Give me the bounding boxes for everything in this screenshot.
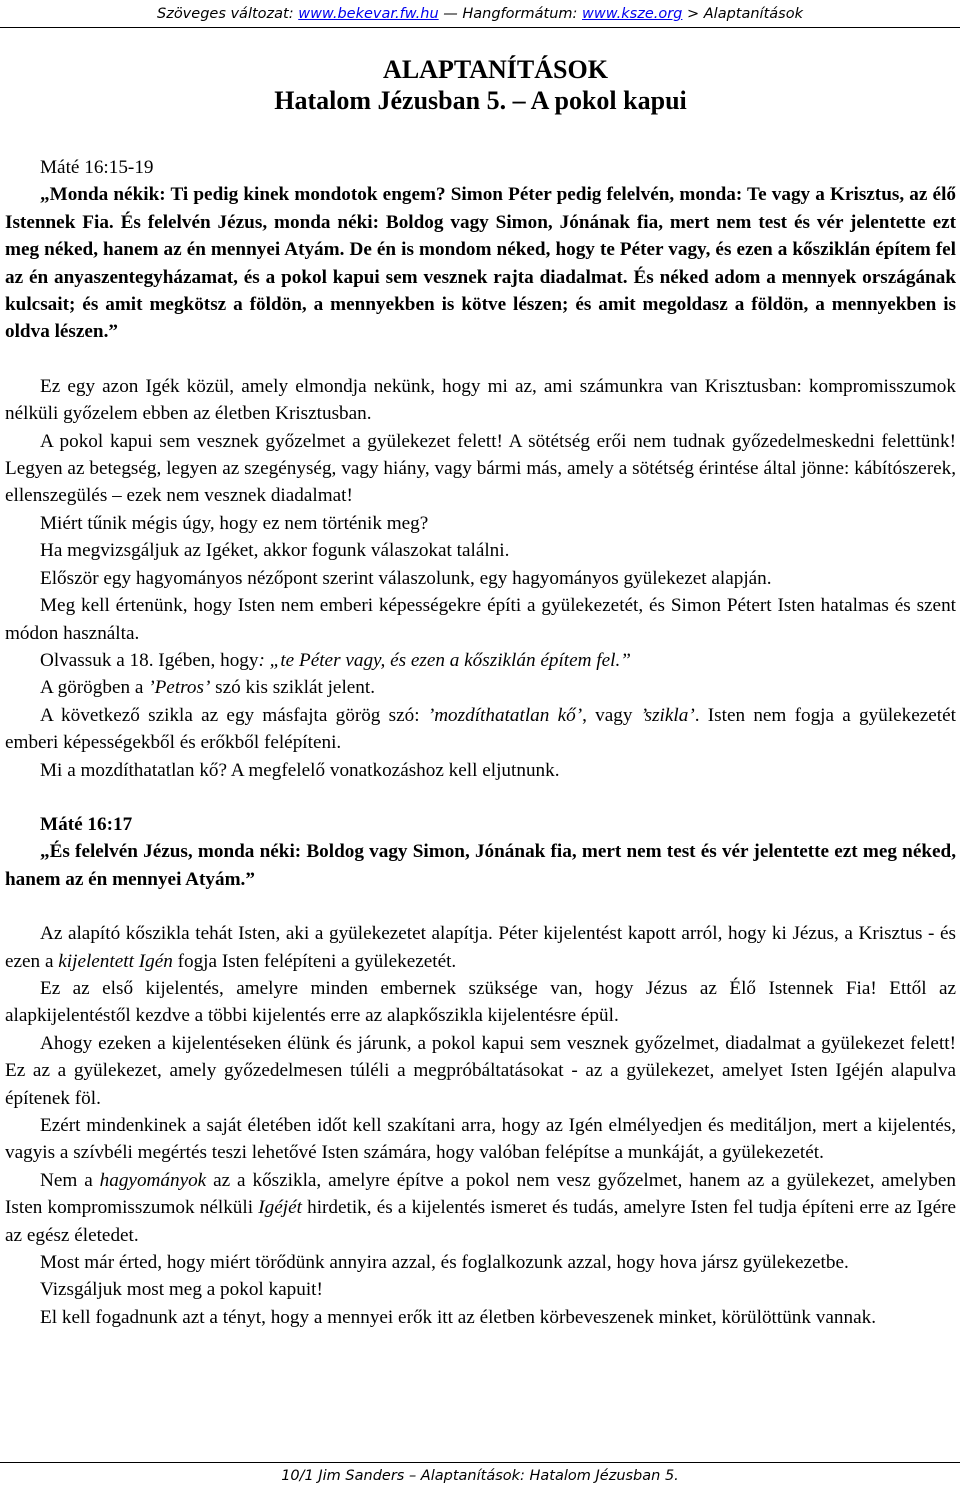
scripture-reference-2: Máté 16:17 — [40, 813, 133, 835]
paragraph: Ahogy ezeken a kijelentéseken élünk és járunk, a pokol kapui sem vesznek győzelmet, diadalmat a gyülekezet felett! Ez az a gyülekezet, amely győzedelmesen túléli a megpróbáltatásokat - az a gyülekezet, amelyet Isten Igéjén alapulva építenek föl. — [5, 1032, 956, 1109]
header-middle: — Hangformátum: — [438, 6, 582, 22]
paragraph: Miért tűnik mégis úgy, hogy ez nem történik meg? — [40, 512, 429, 534]
title-line-2: Hatalom Jézusban 5. – A pokol kapui — [274, 86, 687, 115]
paragraph: Ez egy azon Igék közül, amely elmondja nekünk, hogy mi az, ami számunkra van Krisztusban: kompromisszumok nélküli győzelem ebben az életben Krisztusban. — [5, 375, 956, 425]
spacer — [5, 784, 956, 811]
footer-divider — [0, 1462, 960, 1463]
paragraph: Először egy hagyományos nézőpont szerint válaszolunk, egy hagyományos gyülekezet alapján. — [40, 567, 772, 589]
paragraph: Ha megvizsgáljuk az Igéket, akkor fogunk válaszokat találni. — [40, 540, 510, 562]
paragraph-nem-a: Nem a hagyományok az a kőszikla, amelyre építve a pokol nem vesz győzelmet, hanem az a gyülekezet, amelyben Isten kompromisszumok nélküli Igéjét hirdetik, és a kijelentés ismeret és tudás, amelyre Isten fel tudja építeni erre az Igére az egész életedet. — [5, 1169, 956, 1246]
spacer — [5, 893, 956, 920]
paragraph-olvassuk: Olvassuk a 18. Igében, hogy: „te Péter vagy, és ezen a kősziklán építem fel.” — [40, 649, 631, 671]
spacer — [5, 346, 956, 373]
paragraph: Ezért mindenkinek a saját életében időt kell szakítani arra, hogy az Igén elmélyedjen és meditáljon, mert a kijelentés, vagyis a szívbéli megértés teszi lehetővé Isten számára, hogy valóban felépítse a munkáját, a gyülekezetét. — [5, 1115, 956, 1164]
paragraph: Most már érted, hogy miért törődünk annyira azzal, és foglalkozunk azzal, hogy hova jársz gyülekezetbe. — [40, 1252, 849, 1274]
page-header — [0, 0, 960, 30]
paragraph-alapito: Az alapító kőszikla tehát Isten, aki a gyülekezetet alapítja. Péter kijelentést kapott arról, hogy ki Jézus, a Krisztus - és ezen a kijelentett Igén fogja Isten felépíteni a gyülekezetét. — [5, 923, 956, 972]
spacer — [5, 116, 956, 154]
bekevar-link[interactable]: www.bekevar.fw.hu — [298, 6, 439, 22]
page-footer: 10/1 Jim Sanders – Alaptanítások: Hatalom Jézusban 5. — [281, 1468, 679, 1484]
scripture-quote-2: „És felelvén Jézus, monda néki: Boldog vagy Simon, Jónának fia, mert nem test és vér jelentette ezt meg néked, hanem az én mennyei Atyám.” — [5, 841, 956, 890]
document-title — [5, 54, 956, 116]
document-body — [5, 54, 956, 1331]
header-suffix: > Alaptanítások — [682, 6, 803, 22]
paragraph: Vizsgáljuk most meg a pokol kapuit! — [40, 1279, 323, 1301]
header-prefix: Szöveges változat: — [157, 6, 299, 22]
paragraph: Ez az első kijelentés, amelyre minden embernek szüksége van, hogy Jézus az Élő Istennek Fia! Ettől az alapkijelentéstől kezdve a többi kijelentés erre az alapkőszikla kijelentésre épül. — [5, 977, 956, 1027]
paragraph-gorog: A görögben a ’Petros’ szó kis sziklát jelent. — [40, 677, 376, 699]
scripture-quote-1: „Monda nékik: Ti pedig kinek mondotok engem? Simon Péter pedig felelvén, monda: Te vagy a Krisztus, az élő Istennek Fia. És felelvén Jézus, monda néki: Boldog vagy Simon, Jónának fia, mert nem test és vér jelentette ezt meg néked, hanem az én mennyei Atyám. De én is mondom néked, hogy te Péter vagy, és ezen a kősziklán építem fel az én anyaszentegyházamat, és a pokol kapui sem vesznek rajta diadalmat. És néked adom a mennyek országának kulcsait; és amit megkötsz a földön, a mennyekben is kötve lészen; és amit megoldasz a földön, a mennyekben is oldva lészen.” — [5, 184, 956, 343]
paragraph: Meg kell értenünk, hogy Isten nem emberi képességekre építi a gyülekezetét, és Simon Pétert Isten hatalmas és szent módon használta. — [5, 595, 956, 644]
scripture-reference-1: Máté 16:15-19 — [40, 157, 154, 178]
header-divider — [0, 27, 960, 28]
title-line-1: ALAPTANÍTÁSOK — [383, 55, 608, 84]
paragraph: A pokol kapui sem vesznek győzelmet a gyülekezet felett! A sötétség erői nem tudnak győzedelmeskedni felettünk! Legyen az betegség, legyen az szegénység, vagy hiány, vagy bármi más, amely a sötétség érintése által jönne: kábítószerek, ellenszegülés – ezek nem vesznek diadalmat! — [5, 430, 956, 507]
paragraph-kovetkezo: A következő szikla az egy másfajta görög szó: ’mozdíthatatlan kő’, vagy ’szikla’. Isten nem fogja a gyülekezetét emberi képességekből és erőkből felépíteni. — [5, 704, 956, 754]
ksze-link[interactable]: www.ksze.org — [582, 6, 683, 22]
paragraph: Mi a mozdíthatatlan kő? A megfelelő vonatkozáshoz kell eljutnunk. — [40, 759, 560, 781]
paragraph: El kell fogadnunk azt a tényt, hogy a mennyei erők itt az életben körbeveszenek minket, körülöttünk vannak. — [40, 1306, 876, 1328]
